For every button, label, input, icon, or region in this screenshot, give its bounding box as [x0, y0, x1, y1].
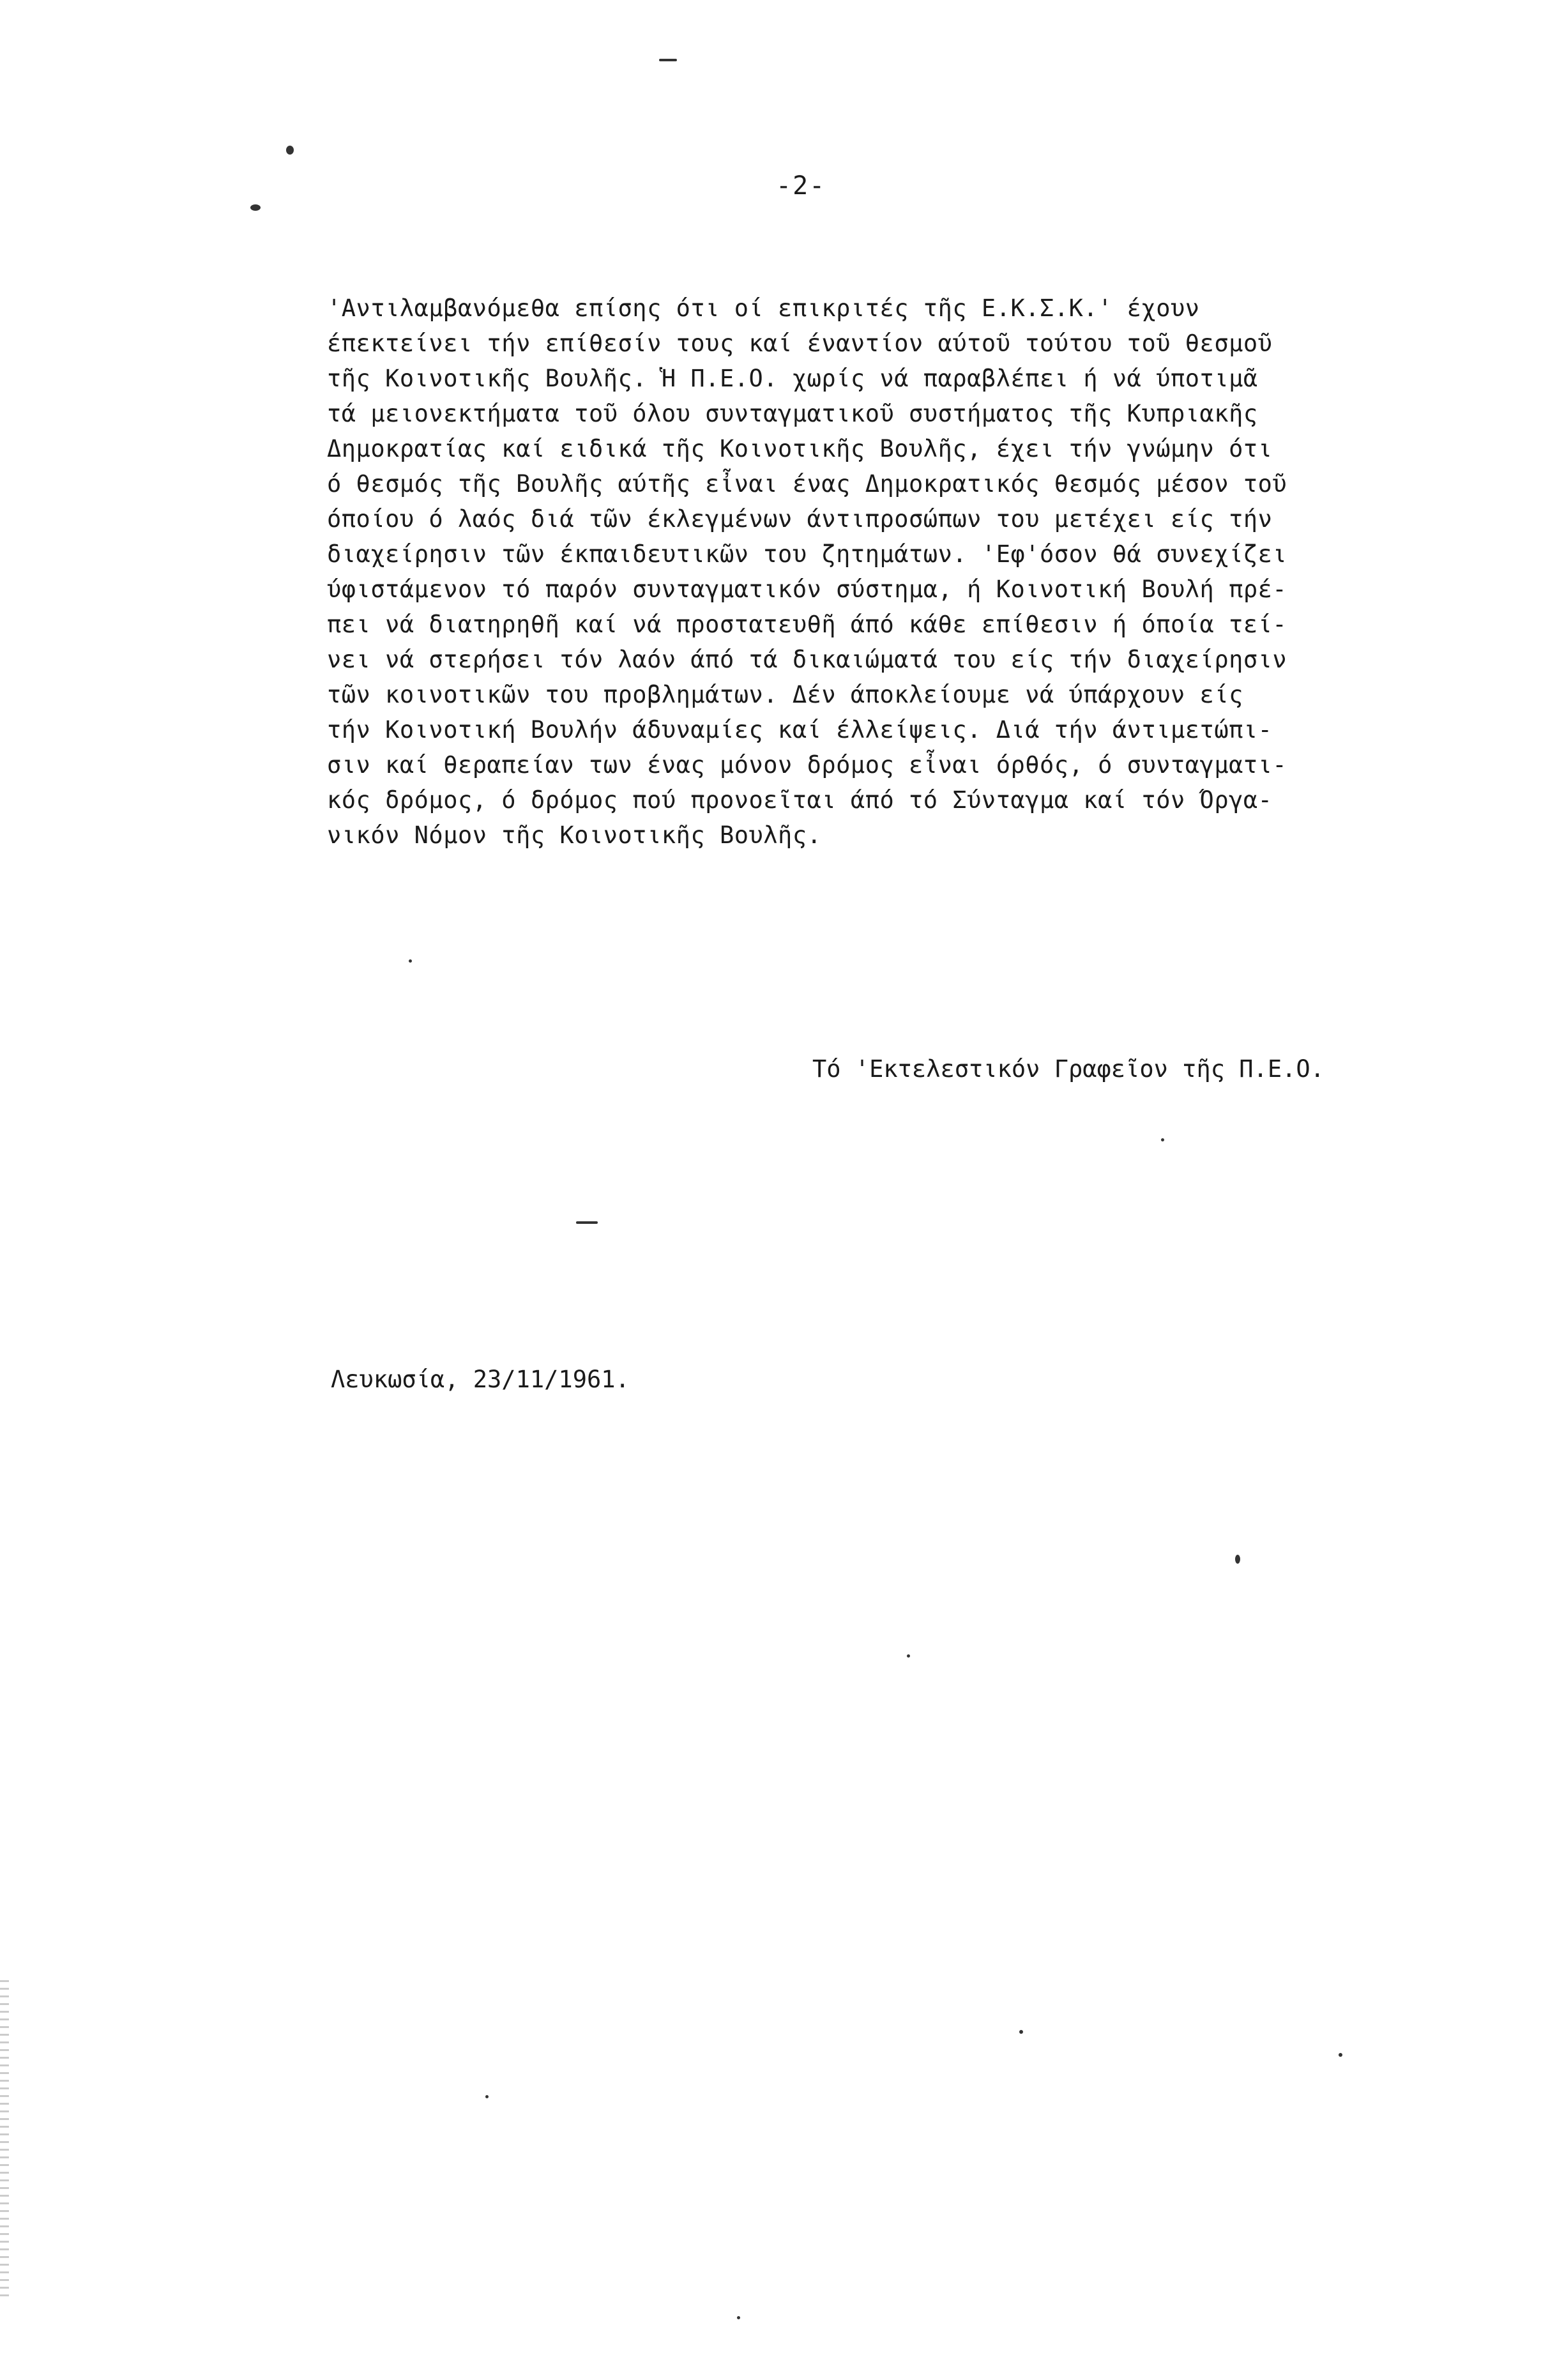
- body-line: Δημοκρατίας καί ειδικά τῆς Κοινοτικῆς Βουλῆς, έχει τήν γνώμην ότι: [327, 435, 1273, 462]
- body-line: έπεκτείνει τήν επίθεσίν τους καί έναντίον αύτοῦ τούτου τοῦ θεσμοῦ: [327, 330, 1273, 357]
- scan-speck: [1161, 1138, 1164, 1141]
- body-paragraph: [327, 291, 1451, 853]
- body-line: 'Αντιλαμβανόμεθα επίσης ότι οί επικριτές τῆς Ε.Κ.Σ.Κ.' έχουν: [327, 294, 1200, 322]
- body-line: κός δρόμος, ό δρόμος πού προνοεῖται άπό τό Σύνταγμα καί τόν Όργα-: [327, 786, 1273, 814]
- signature-line: Τό 'Εκτελεστικόν Γραφεῖον τῆς Π.Ε.Ο.: [812, 1055, 1325, 1083]
- scan-speck: [907, 1654, 910, 1658]
- body-line: πει νά διατηρηθῆ καί νά προστατευθῆ άπό κάθε επίθεσιν ή όποία τεί-: [327, 611, 1287, 638]
- body-line: ύφιστάμενον τό παρόν συνταγματικόν σύστημα, ή Κοινοτική Βουλή πρέ-: [327, 576, 1287, 603]
- body-line: νικόν Νόμον τῆς Κοινοτικῆς Βουλῆς.: [327, 821, 822, 849]
- body-line: τῆς Κοινοτικῆς Βουλῆς. Ἡ Π.Ε.Ο. χωρίς νά παραβλέπει ή νά ύποτιμᾶ: [327, 365, 1258, 392]
- body-line: ό θεσμός τῆς Βουλῆς αύτῆς εἶναι ένας Δημοκρατικός θεσμός μέσον τοῦ: [327, 470, 1287, 498]
- body-line: τῶν κοινοτικῶν του προβλημάτων. Δέν άποκλείουμε νά ύπάρχουν είς: [327, 681, 1243, 708]
- body-line: διαχείρησιν τῶν έκπαιδευτικῶν του ζητημάτων. 'Εφ'όσον θά συνεχίζει: [327, 540, 1287, 568]
- date-line: Λευκωσία, 23/11/1961.: [331, 1366, 630, 1393]
- scan-speck: [737, 2316, 740, 2319]
- scan-speck: [286, 146, 294, 155]
- scan-speck: [485, 2095, 489, 2098]
- scan-speck: [576, 1221, 598, 1224]
- scan-speck: [1019, 2030, 1023, 2034]
- body-line: όποίου ό λαός διά τῶν έκλεγμένων άντιπροσώπων του μετέχει είς τήν: [327, 505, 1273, 533]
- body-line: τά μειονεκτήματα τοῦ όλου συνταγματικοῦ συστήματος τῆς Κυπριακῆς: [327, 400, 1258, 427]
- body-line: νει νά στερήσει τόν λαόν άπό τά δικαιώματά του είς τήν διαχείρησιν: [327, 646, 1287, 673]
- scan-speck: [659, 59, 677, 61]
- body-line: τήν Κοινοτική Βουλήν άδυναμίες καί έλλείψεις. Διά τήν άντιμετώπι-: [327, 716, 1273, 744]
- page-number: -2-: [776, 171, 826, 201]
- body-line: σιν καί θεραπείαν των ένας μόνον δρόμος εἶναι όρθός, ό συνταγματι-: [327, 751, 1287, 779]
- scan-speck: [409, 959, 412, 963]
- scan-speck: [250, 204, 261, 211]
- scan-speck: [1339, 2053, 1342, 2057]
- scan-speck: [1235, 1555, 1240, 1564]
- scan-edge-noise: [0, 1980, 9, 2300]
